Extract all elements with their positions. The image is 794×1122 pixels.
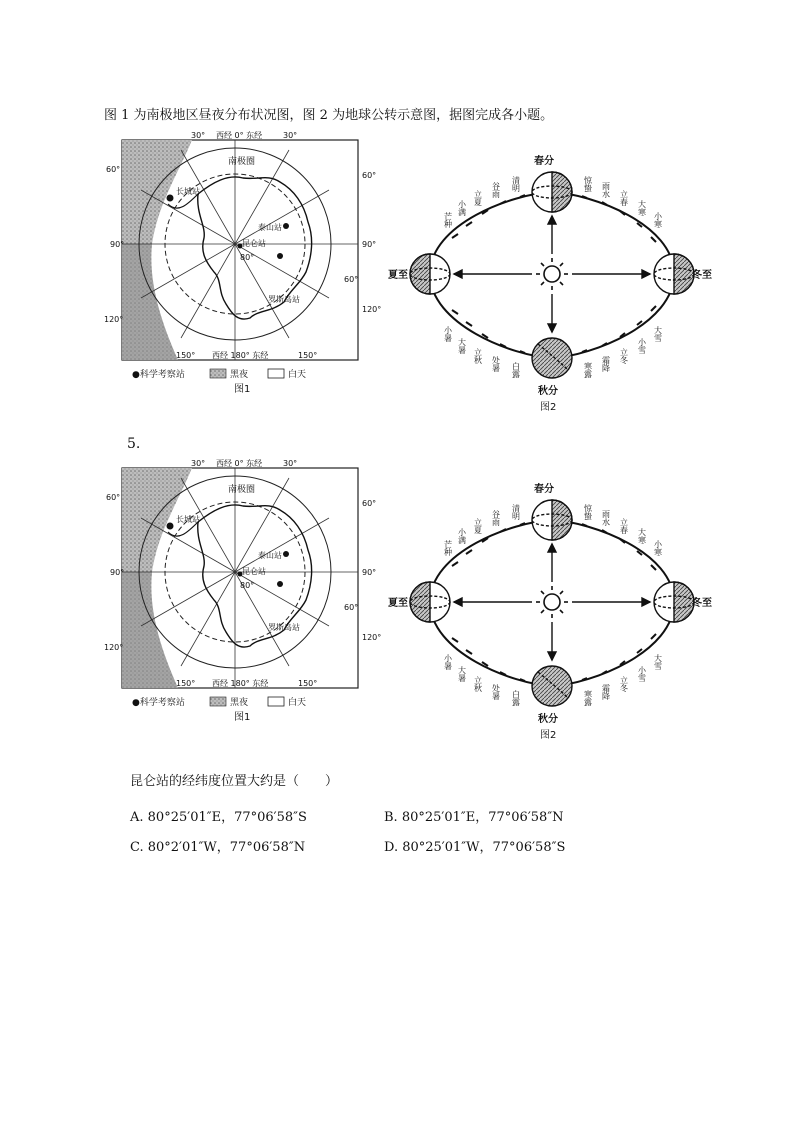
lon-60-inner-label: 60° xyxy=(344,603,359,612)
winter-solstice-label: 冬至 xyxy=(692,598,712,609)
legend-day: 白天 xyxy=(288,698,307,708)
legend-station: ●科学考察站 xyxy=(132,698,185,708)
figure-1-antarctic-map xyxy=(104,131,382,414)
station-a-label: 长城站 xyxy=(176,187,200,196)
solar-term-terms-bottom-right-3: 小雪 xyxy=(637,666,647,682)
solar-term-terms-top-right-1: 雨水 xyxy=(601,510,611,526)
solar-term-terms-top-left-3: 谷雨 xyxy=(491,182,501,198)
figure-block-intro xyxy=(104,131,718,414)
intro-text: 图 1 为南极地区昼夜分布状况图，图 2 为地球公转示意图，据图完成各小题。 xyxy=(104,108,554,123)
solar-term-terms-bottom-right-4: 大雪 xyxy=(653,326,663,342)
antarctic-circle-label: 南极圈 xyxy=(228,157,256,167)
lon-30-left-label: 30° xyxy=(191,459,206,468)
solar-term-terms-top-right-0: 惊蛰 xyxy=(583,176,593,192)
option-a[interactable]: A. 80°25′01″E，77°06′58″S xyxy=(130,810,307,825)
lon-30-right-label: 30° xyxy=(283,459,298,468)
solar-term-terms-bottom-left-4: 白露 xyxy=(511,362,521,378)
lon-120-left-label: 120° xyxy=(104,315,124,324)
solar-term-terms-bottom-left-4: 白露 xyxy=(511,690,521,706)
lon-150-right-label: 150° xyxy=(298,679,318,688)
legend-day-swatch xyxy=(268,369,284,378)
question-number: 5. xyxy=(127,436,141,452)
figure-2-earth-orbit xyxy=(388,134,718,414)
lon-90-left-label: 90° xyxy=(110,568,125,577)
solar-term-terms-bottom-right-3: 小雪 xyxy=(637,338,647,354)
figure-1-caption: 图1 xyxy=(234,384,251,395)
lon-150-left-label: 150° xyxy=(176,679,196,688)
solar-term-terms-top-left-0: 芒种 xyxy=(443,540,453,556)
solar-term-terms-bottom-right-2: 立冬 xyxy=(619,348,629,364)
solar-term-terms-top-left-4: 清明 xyxy=(511,504,521,520)
question-stem: 昆仑站的经纬度位置大约是（ ） xyxy=(130,774,339,789)
station-c-label: 昆仑站 xyxy=(242,239,266,248)
lon-90-right-label: 90° xyxy=(362,568,377,577)
solar-term-terms-bottom-right-1: 霜降 xyxy=(601,684,611,700)
pole-lat-label: 80° xyxy=(240,581,255,590)
solar-term-terms-bottom-left-2: 立秋 xyxy=(473,676,483,692)
antarctic-circle-label: 南极圈 xyxy=(228,485,256,495)
lon-120-right-label: 120° xyxy=(362,633,382,642)
solar-term-terms-top-right-4: 小寒 xyxy=(653,212,663,228)
solar-term-terms-bottom-left-1: 大暑 xyxy=(457,666,467,682)
solar-term-terms-bottom-left-0: 小暑 xyxy=(443,326,453,342)
spring-equinox-label: 春分 xyxy=(534,156,554,167)
solar-term-terms-top-left-3: 谷雨 xyxy=(491,510,501,526)
figure-1-antarctic-map xyxy=(104,459,382,742)
lon-180-label: 西经 180° 东经 xyxy=(212,679,269,688)
summer-solstice-label: 夏至 xyxy=(388,270,408,281)
figure-2-caption: 图2 xyxy=(540,730,557,741)
figure-2-earth-orbit xyxy=(388,462,718,742)
lon-30-left-label: 30° xyxy=(191,131,206,140)
lon-60-inner-label: 60° xyxy=(344,275,359,284)
solar-term-terms-bottom-left-3: 处暑 xyxy=(491,356,501,372)
solar-term-terms-bottom-right-1: 霜降 xyxy=(601,356,611,372)
solar-term-terms-top-right-0: 惊蛰 xyxy=(583,504,593,520)
station-d-label: 罗斯岛站 xyxy=(268,623,300,632)
summer-solstice-label: 夏至 xyxy=(388,598,408,609)
solar-term-terms-top-right-2: 立春 xyxy=(619,190,629,206)
figure-2-caption: 图2 xyxy=(540,402,557,413)
solar-term-terms-top-right-4: 小寒 xyxy=(653,540,663,556)
solar-term-terms-top-left-4: 清明 xyxy=(511,176,521,192)
option-c[interactable]: C. 80°2′01″W，77°06′58″N xyxy=(130,840,306,855)
solar-term-terms-top-right-1: 雨水 xyxy=(601,182,611,198)
legend-day-swatch xyxy=(268,697,284,706)
lon-60-right-label: 60° xyxy=(362,171,377,180)
option-b[interactable]: B. 80°25′01″E，77°06′58″N xyxy=(384,810,564,825)
legend-night-swatch xyxy=(210,369,226,378)
solar-term-terms-top-left-2: 立夏 xyxy=(473,190,483,206)
lon-150-right-label: 150° xyxy=(298,351,318,360)
solar-term-terms-bottom-right-4: 大雪 xyxy=(653,654,663,670)
lon-120-right-label: 120° xyxy=(362,305,382,314)
lon-60-left-label: 60° xyxy=(106,165,121,174)
solar-term-terms-top-right-2: 立春 xyxy=(619,518,629,534)
legend-day: 白天 xyxy=(288,370,307,380)
lon-0-label: 西经 0° 东经 xyxy=(216,131,263,140)
lon-120-left-label: 120° xyxy=(104,643,124,652)
figure-1-caption: 图1 xyxy=(234,712,251,723)
legend-night: 黑夜 xyxy=(230,698,249,708)
legend-night: 黑夜 xyxy=(230,370,249,380)
solar-term-terms-top-right-3: 大寒 xyxy=(637,200,647,216)
lon-90-left-label: 90° xyxy=(110,240,125,249)
solar-term-terms-bottom-right-0: 寒露 xyxy=(583,362,593,378)
lon-60-right-label: 60° xyxy=(362,499,377,508)
station-b-label: 泰山站 xyxy=(258,551,282,560)
station-c-label: 昆仑站 xyxy=(242,567,266,576)
solar-term-terms-bottom-left-3: 处暑 xyxy=(491,684,501,700)
option-d[interactable]: D. 80°25′01″W，77°06′58″S xyxy=(384,840,566,855)
lon-0-label: 西经 0° 东经 xyxy=(216,459,263,468)
spring-equinox-label: 春分 xyxy=(534,484,554,495)
solar-term-terms-bottom-left-2: 立秋 xyxy=(473,348,483,364)
lon-150-left-label: 150° xyxy=(176,351,196,360)
legend-night-swatch xyxy=(210,697,226,706)
station-b-label: 泰山站 xyxy=(258,223,282,232)
station-d-label: 罗斯岛站 xyxy=(268,295,300,304)
solar-term-terms-top-left-2: 立夏 xyxy=(473,518,483,534)
solar-term-terms-bottom-left-0: 小暑 xyxy=(443,654,453,670)
legend-station: ●科学考察站 xyxy=(132,370,185,380)
solar-term-terms-top-left-1: 小满 xyxy=(457,200,467,216)
lon-180-label: 西经 180° 东经 xyxy=(212,351,269,360)
lon-90-right-label: 90° xyxy=(362,240,377,249)
station-a-label: 长城站 xyxy=(176,515,200,524)
solar-term-terms-bottom-right-0: 寒露 xyxy=(583,690,593,706)
lon-60-left-label: 60° xyxy=(106,493,121,502)
figure-block-question xyxy=(104,459,718,742)
autumn-equinox-label: 秋分 xyxy=(538,714,558,725)
lon-30-right-label: 30° xyxy=(283,131,298,140)
solar-term-terms-top-left-0: 芒种 xyxy=(443,212,453,228)
solar-term-terms-bottom-right-2: 立冬 xyxy=(619,676,629,692)
solar-term-terms-top-left-1: 小满 xyxy=(457,528,467,544)
winter-solstice-label: 冬至 xyxy=(692,270,712,281)
autumn-equinox-label: 秋分 xyxy=(538,386,558,397)
solar-term-terms-bottom-left-1: 大暑 xyxy=(457,338,467,354)
pole-lat-label: 80° xyxy=(240,253,255,262)
solar-term-terms-top-right-3: 大寒 xyxy=(637,528,647,544)
